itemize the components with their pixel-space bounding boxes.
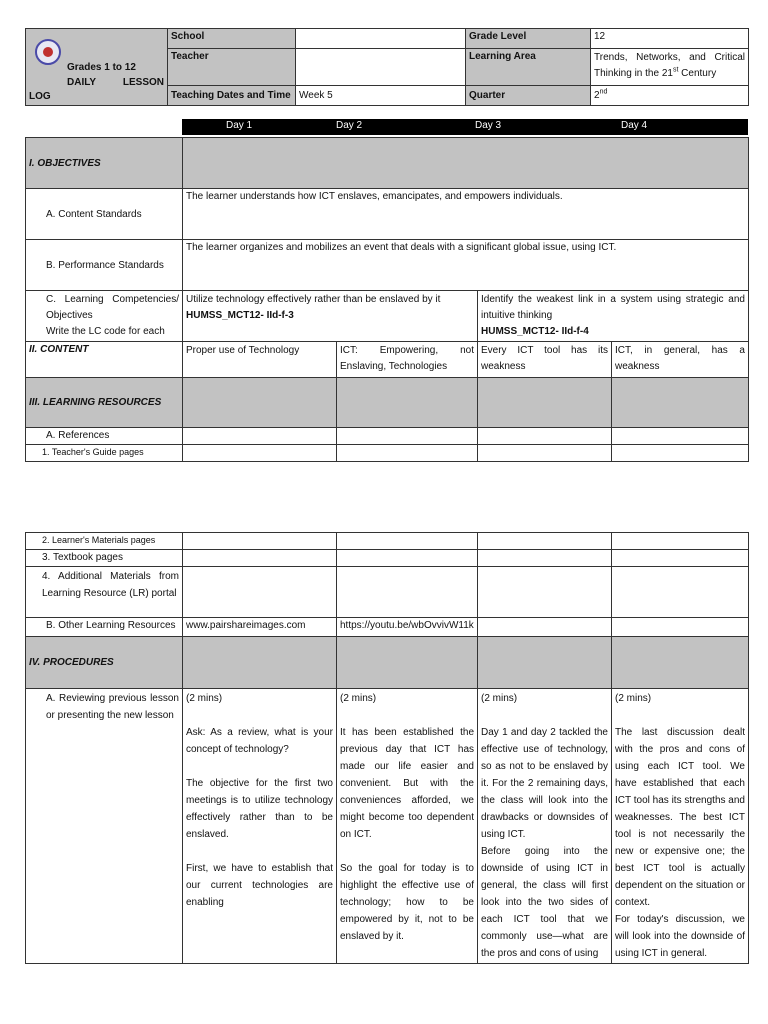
procedure-day-4: (2 mins) The last discussion dealt with the pros and cons of using each ICT tool. We have established that each ICT tool has its strengths and weaknesses. The best ICT tool is not necessarily the new or expensive one; the best ICT tool is actually dependent on the situation or context. For today's discussion, we will look into the downside of using ICT in general. — [612, 689, 749, 964]
other-resources-label: B. Other Learning Resources — [26, 618, 183, 637]
lr-day-1 — [183, 378, 337, 428]
performance-standards-value: The learner organizes and mobilizes an event that deals with a significant global issue, using ICT. — [183, 240, 749, 291]
grade-level-value: 12 — [591, 29, 749, 49]
school-value — [296, 29, 466, 49]
competency-2-code: HUMSS_MCT12- IId-f-4 — [481, 326, 589, 337]
textbook-label: 3. Textbook pages — [26, 550, 183, 567]
lesson-table-2 — [25, 532, 749, 964]
competency-day-1-2 — [183, 291, 478, 342]
grades-label: Grades 1 to 12 — [67, 62, 136, 73]
dates-label: Teaching Dates and Time — [168, 85, 296, 105]
school-label: School — [168, 29, 296, 49]
quarter-label: Quarter — [466, 85, 591, 105]
competency-day-3-4 — [478, 291, 749, 342]
lesson-table-1 — [25, 137, 749, 462]
lr-day-3 — [478, 378, 612, 428]
content-day-4: ICT, in general, has a weakness — [612, 342, 749, 378]
lesson-label: LESSON — [122, 77, 164, 88]
content-heading: II. CONTENT — [26, 342, 183, 378]
learners-materials-label: 2. Learner's Materials pages — [26, 533, 183, 550]
references-label: A. References — [26, 428, 183, 445]
objectives-fill — [183, 138, 749, 189]
other-resources-day-1: www.pairshareimages.com — [183, 618, 337, 637]
deped-seal-icon — [35, 39, 61, 65]
additional-materials-label: 4. Additional Materials from Learning Resource (LR) portal — [26, 567, 183, 618]
lr-day-2 — [337, 378, 478, 428]
procedure-day-3: (2 mins) Day 1 and day 2 tackled the effective use of technology, so as not to be enslaved by it. For the 2 remaining days, the class will look into the drawbacks or downsides of using ICT. Before going into the downside of using ICT in general, the class will first look into the two sides of each ICT tool that we commonly use—what are the pros and cons of using — [478, 689, 612, 964]
content-day-1: Proper use of Technology — [183, 342, 337, 378]
procedure-day-2: (2 mins) It has been established the previous day that ICT has made our life easier and convenient. But with the conveniences afforded, we might become too dependent on ICT. So the goal for today is to highlight the effective use of technology; how to be empowered by it, not to be enslaved by it. — [337, 689, 478, 964]
lr-day-4 — [612, 378, 749, 428]
dates-value: Week 5 — [296, 85, 466, 105]
proc-fill-4 — [612, 637, 749, 689]
proc-fill-2 — [337, 637, 478, 689]
day-header-bar — [182, 119, 748, 135]
day-2-header: Day 2 — [336, 120, 363, 131]
teacher-label: Teacher — [168, 49, 296, 86]
objectives-heading: I. OBJECTIVES — [26, 138, 183, 189]
grade-level-label: Grade Level — [466, 29, 591, 49]
daily-label: DAILY — [67, 77, 97, 88]
procedure-day-1: (2 mins) Ask: As a review, what is your concept of technology? The objective for the first two meetings is to utilize technology effectively rather than to be enslaved. First, we have to establish that our current technologies are enabling — [183, 689, 337, 964]
proc-fill-1 — [183, 637, 337, 689]
quarter-value: 2nd — [591, 85, 749, 105]
procedures-heading: IV. PROCEDURES — [26, 637, 183, 689]
performance-standards-label: B. Performance Standards — [26, 240, 183, 291]
day-4-header: Day 4 — [621, 120, 648, 131]
content-day-3: Every ICT tool has its weakness — [478, 342, 612, 378]
content-day-2: ICT: Empowering, not Enslaving, Technologies — [337, 342, 478, 378]
learning-area-label: Learning Area — [466, 49, 591, 86]
content-standards-label: A. Content Standards — [26, 189, 183, 240]
competency-2-text: Identify the weakest link in a system using strategic and intuitive thinking — [481, 294, 745, 321]
reviewing-label: A. Reviewing previous lesson or presenting the new lesson — [26, 689, 183, 964]
other-resources-day-2: https://youtu.be/wbOvvivW11k — [337, 618, 478, 637]
day-3-header: Day 3 — [475, 120, 502, 131]
log-label: LOG — [29, 91, 51, 102]
learning-area-value: Trends, Networks, and Critical Thinking in the 21st Century — [591, 49, 749, 86]
proc-fill-3 — [478, 637, 612, 689]
competencies-label: C. Learning Competencies/ Objectives Write the LC code for each — [26, 291, 183, 342]
competency-1-code: HUMSS_MCT12- IId-f-3 — [186, 310, 294, 321]
teachers-guide-label: 1. Teacher's Guide pages — [26, 445, 183, 462]
header-table — [25, 28, 749, 106]
content-standards-value: The learner understands how ICT enslaves, emancipates, and empowers individuals. — [183, 189, 749, 240]
learning-resources-heading: III. LEARNING RESOURCES — [26, 378, 183, 428]
grades-cell — [26, 29, 168, 106]
teacher-value — [296, 49, 466, 86]
day-1-header: Day 1 — [226, 120, 253, 131]
competency-1-text: Utilize technology effectively rather than be enslaved by it — [186, 294, 441, 305]
